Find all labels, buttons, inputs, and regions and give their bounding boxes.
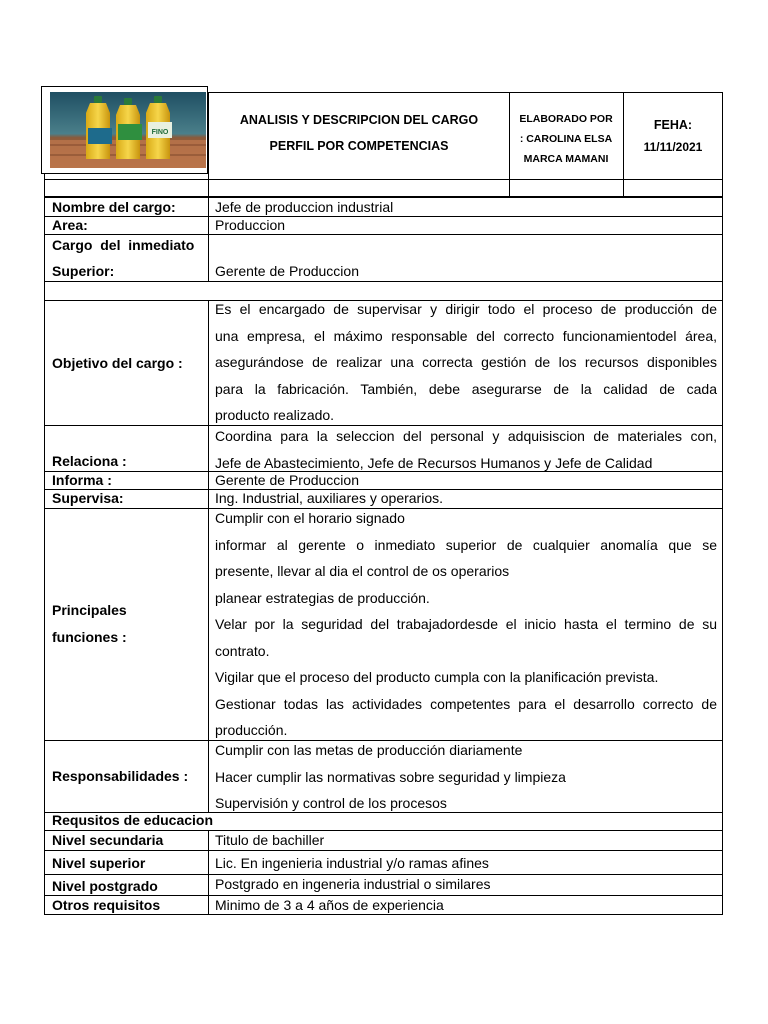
row-line xyxy=(44,914,723,915)
informa-value: Gerente de Produccion xyxy=(215,472,359,488)
author-block xyxy=(510,109,622,169)
funcion-line: producción. xyxy=(215,722,288,738)
row-line xyxy=(44,197,723,198)
superior-value: Gerente de Produccion xyxy=(215,263,359,279)
responsabilidad-line: Cumplir con las metas de producción diariamente xyxy=(215,742,523,758)
objetivo-text xyxy=(215,296,717,429)
row-line xyxy=(44,895,723,896)
funcion-line: contrato. xyxy=(215,642,270,659)
responsabilidades-label: Responsabilidades : xyxy=(52,768,189,784)
responsabilidad-line: Hacer cumplir las normativas sobre seguridad y limpieza xyxy=(215,768,566,785)
cargo-value: Jefe de produccion industrial xyxy=(215,199,394,215)
document-title xyxy=(210,112,508,154)
funcion-line: Cumplir con el horario signado xyxy=(215,510,405,526)
row-line xyxy=(44,830,723,831)
funcion-line: Gestionar todas las actividades competentes para el desarrollo correcto de xyxy=(215,695,717,712)
row-line xyxy=(44,234,723,235)
postgrado-value: Postgrado en ingeneria industrial o similares xyxy=(215,876,491,892)
relaciona-line: Coordina para la seleccion del personal y adquisiscion de materiales con, xyxy=(215,428,717,444)
funcion-line: presente, llevar al dia el control de os operarios xyxy=(215,563,510,579)
nivel-superior-value: Lic. En ingenieria industrial y/o ramas afines xyxy=(215,855,489,871)
area-label: Area: xyxy=(52,217,88,233)
superior-label-line-1: Cargo del inmediato xyxy=(52,237,195,253)
objetivo-line: Es el encargado de supervisar y dirigir todo el proceso de producción de xyxy=(215,301,717,317)
secundaria-label: Nivel secundaria xyxy=(52,832,164,848)
funcion-line: Velar por la seguridad del trabajadordesde el inicio hasta el termino de su xyxy=(215,616,717,632)
relaciona-line: Jefe de Abastecimiento, Jefe de Recursos Humanos y Jefe de Calidad xyxy=(215,454,653,471)
product-logo-image xyxy=(50,92,206,168)
nivel-superior-label: Nivel superior xyxy=(52,855,146,871)
author-line-3: MARCA MAMANI xyxy=(523,153,609,165)
date-label: FEHA: xyxy=(653,118,693,132)
row-line xyxy=(44,216,723,217)
responsabilidad-line: Supervisión y control de los procesos xyxy=(215,795,447,811)
header-divider xyxy=(44,179,723,180)
author-line-2: : CAROLINA ELSA xyxy=(519,133,613,145)
row-line xyxy=(44,281,723,282)
objetivo-line: para la fabricación. También, debe asegurarse de la calidad de cada xyxy=(215,380,717,397)
title-line-1: ANALISIS Y DESCRIPCION DEL CARGO xyxy=(239,113,479,127)
author-line-1: ELABORADO POR xyxy=(519,113,613,125)
postgrado-label: Nivel postgrado xyxy=(52,878,158,894)
relaciona-text xyxy=(215,423,717,476)
row-line xyxy=(44,850,723,851)
supervisa-value: Ing. Industrial, auxiliares y operarios. xyxy=(215,490,443,506)
educacion-section-heading: Requsitos de educacion xyxy=(52,812,214,828)
informa-label: Informa : xyxy=(52,472,112,488)
funcion-line: planear estrategias de producción. xyxy=(215,589,430,606)
funcion-line: informar al gerente o inmediato superior de cualquier anomalía que se xyxy=(215,536,717,553)
secundaria-value: Titulo de bachiller xyxy=(215,832,325,848)
table-right-border xyxy=(722,179,723,914)
funciones-label-line-2: funciones : xyxy=(52,629,127,645)
responsabilidades-text xyxy=(215,737,717,817)
table-left-border xyxy=(44,179,45,914)
funciones-text xyxy=(215,505,717,744)
column-divider xyxy=(208,830,209,914)
funcion-line: Vigilar que el proceso del producto cumpla con la planificación prevista. xyxy=(215,669,659,685)
date-block xyxy=(624,117,722,155)
objetivo-label: Objetivo del cargo : xyxy=(52,355,183,371)
supervisa-label: Supervisa: xyxy=(52,490,124,506)
cargo-label: Nombre del cargo: xyxy=(52,199,176,215)
column-divider xyxy=(208,300,209,812)
superior-label-line-2: Superior: xyxy=(52,263,115,279)
relaciona-label: Relaciona : xyxy=(52,453,127,469)
otros-label: Otros requisitos xyxy=(52,897,161,913)
objetivo-line: producto realizado. xyxy=(215,407,335,423)
objetivo-line: asegurándose de realizar una correcta gestión de los recursos disponibles xyxy=(215,354,717,370)
objetivo-line: una empresa, el máximo responsable del correcto funcionamientodel área, xyxy=(215,327,717,344)
column-divider xyxy=(208,179,209,281)
date-value: 11/11/2021 xyxy=(643,140,703,154)
area-value: Produccion xyxy=(215,217,286,233)
logo-text: FINO xyxy=(151,129,169,136)
otros-value: Minimo de 3 a 4 años de experiencia xyxy=(215,897,444,913)
title-line-2: PERFIL POR COMPETENCIAS xyxy=(269,139,449,153)
row-line xyxy=(44,874,723,875)
funciones-label-line-1: Principales xyxy=(52,602,127,618)
